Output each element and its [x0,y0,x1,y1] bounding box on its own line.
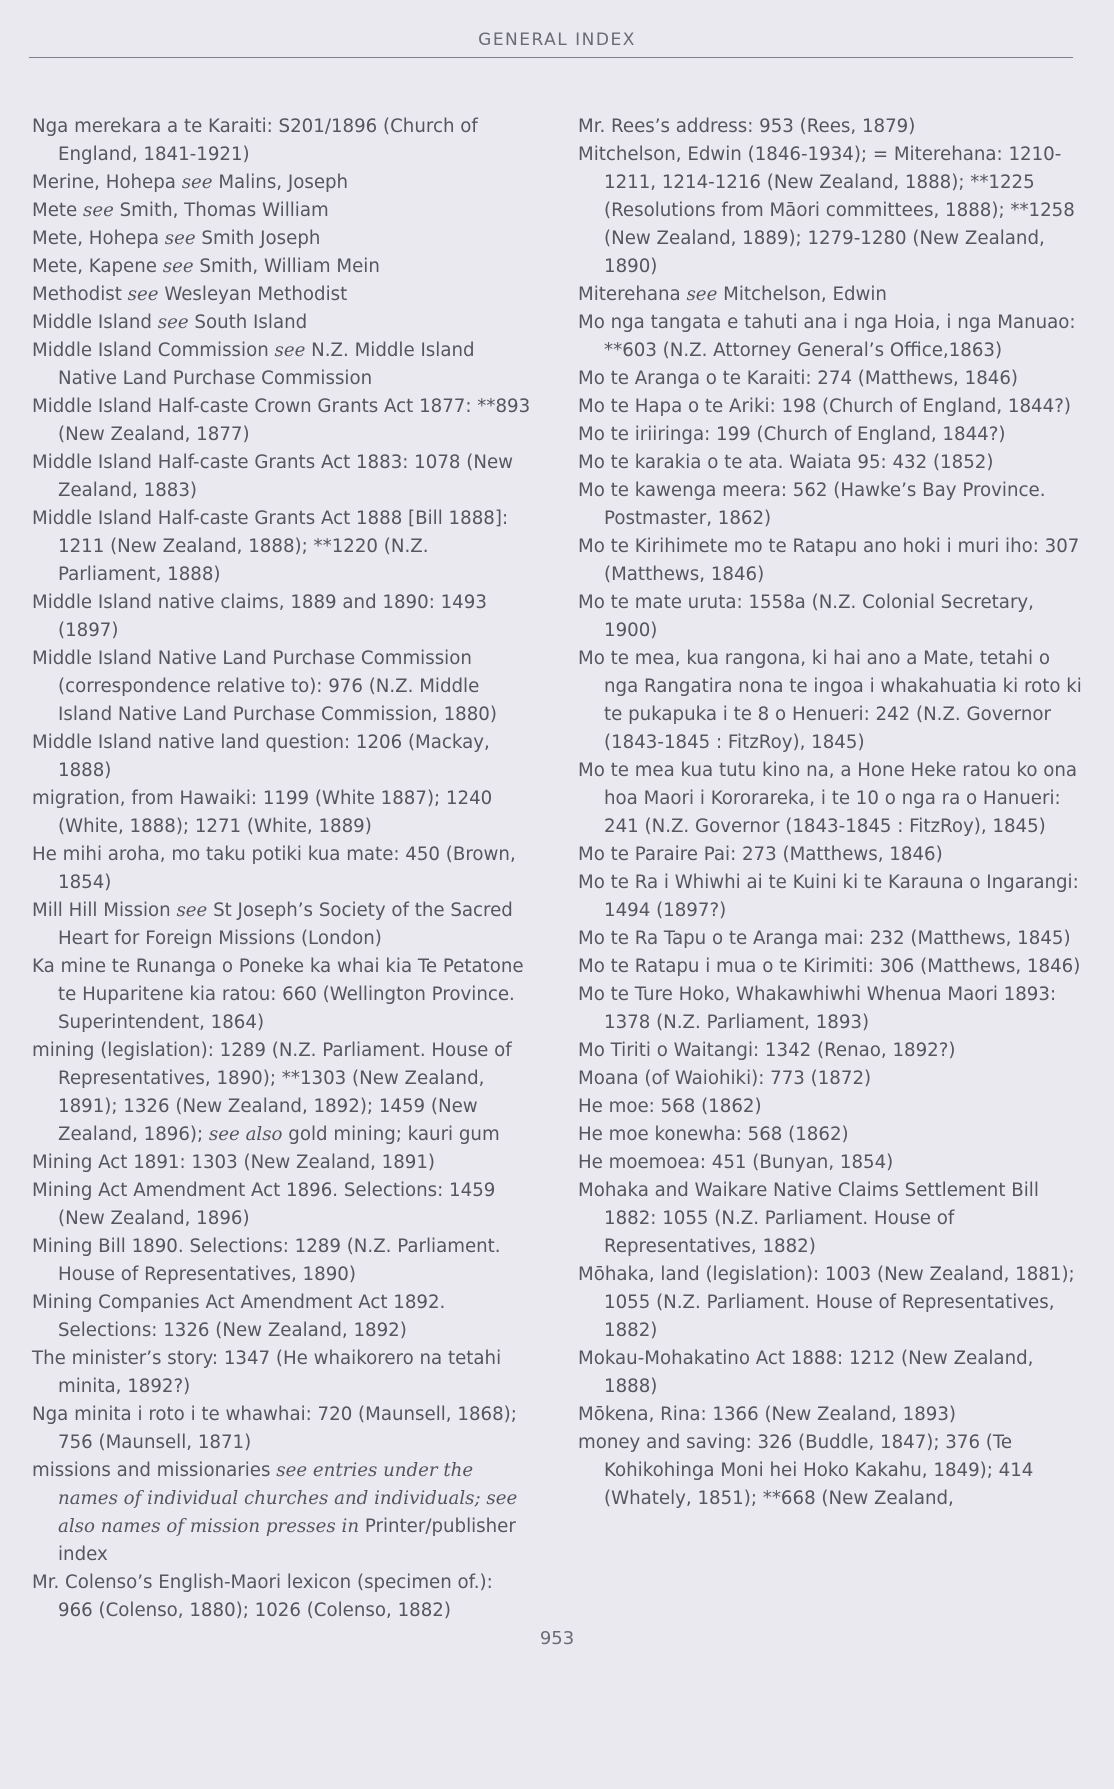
index-entry [578,1149,1084,1177]
index-entry [578,1037,1084,1065]
entry-text: Nga merekara a te Karaiti: S201/1896 (Church of England, 1841-1921) [32,116,478,165]
entry-text: Mo te mea kua tutu kino na, a Hone Heke ratou ko ona hoa Maori i Kororareka, i te 10 o nga ra o Hanueri: 241 (N.Z. Governor (1843-1845 : FitzRoy), 1845) [578,760,1078,837]
entry-text: Wesleyan Methodist [158,284,348,305]
cross-reference-text: see also [208,1124,283,1145]
index-entry [578,113,1084,141]
entry-text: Methodist [32,284,128,305]
entry-text: Mo te Aranga o te Karaiti: 274 (Matthews, 1846) [578,368,1018,389]
entry-text: gold mining; kauri gum [282,1124,500,1145]
index-entry [578,925,1084,953]
entry-text: Mo te mate uruta: 1558a (N.Z. Colonial Secretary, 1900) [578,592,1034,641]
entry-text: He moemoea: 451 (Bunyan, 1854) [578,1152,894,1173]
index-entry [578,981,1084,1037]
index-entry [32,1289,532,1345]
entry-text: Mr. Rees’s address: 953 (Rees, 1879) [578,116,916,137]
entry-text: Middle Island native claims, 1889 and 1890: 1493 (1897) [32,592,487,641]
entry-text: mining (legislation): 1289 (N.Z. Parliament. House of Representatives, 1890); **1303 (New Zealand, 1891); 1326 (New Zealand, 1892); 1459 (New Zealand, 1896); [32,1040,512,1145]
header-rule [29,57,1073,58]
index-entry [578,841,1084,869]
entry-text: Mo te mea, kua rangona, ki hai ano a Mate, tetahi o nga Rangatira nona te ingoa i whakahuatia ki roto ki te pukapuka i te 8 o Henueri: 242 (N.Z. Governor (1843-1845 : FitzRoy), 1845) [578,648,1082,753]
entry-text: Merine, Hohepa [32,172,182,193]
entry-text: Middle Island native land question: 1206 (Mackay, 1888) [32,732,490,781]
page-number: 953 [539,1628,575,1649]
index-entry [32,645,532,729]
entry-text: Smith, Thomas William [113,200,329,221]
entry-text: Mo te Ra i Whiwhi ai te Kuini ki te Karauna o Ingarangi: 1494 (1897?) [578,872,1079,921]
entry-text: Mill Hill Mission [32,900,177,921]
index-entry [32,841,532,897]
index-entry [578,869,1084,925]
entry-text: Mo te iriiringa: 199 (Church of England, 1844?) [578,424,1006,445]
entry-text: Mo te Ratapu i mua o te Kirimiti: 306 (Matthews, 1846) [578,956,1081,977]
index-entry [32,309,532,337]
entry-text: He mihi aroha, mo taku potiki kua mate: 450 (Brown, 1854) [32,844,516,893]
entry-text: Mōhaka, land (legislation): 1003 (New Zealand, 1881); 1055 (N.Z. Parliament. House of Representatives, 1882) [578,1264,1075,1341]
entry-text: He moe: 568 (1862) [578,1096,762,1117]
index-entry [32,1401,532,1457]
cross-reference-text: see [157,312,189,333]
entry-text: Mo te Ra Tapu o te Aranga mai: 232 (Matthews, 1845) [578,928,1071,949]
entry-text: Printer/publisher index [58,1516,516,1565]
running-head: GENERAL INDEX [478,30,636,50]
entry-text: Ka mine te Runanga o Poneke ka whai kia Te Petatone te Huparitene kia ratou: 660 (Wellington Province. Superintendent, 1864) [32,956,524,1033]
entry-text: South Island [188,312,308,333]
index-entry [578,365,1084,393]
cross-reference-text: see entries under the names of individual churches and individuals; see also names of mission presses in [58,1460,518,1537]
index-entry [32,785,532,841]
entry-text: Middle Island Half-caste Grants Act 1883: 1078 (New Zealand, 1883) [32,452,514,501]
index-entry [32,337,532,393]
entry-text: Mo nga tangata e tahuti ana i nga Hoia, i nga Manuao: **603 (N.Z. Attorney General’s Office,1863) [578,312,1076,361]
index-entry [578,1121,1084,1149]
index-entry [32,1457,532,1569]
cross-reference-text: see [82,200,114,221]
index-entry [578,1401,1084,1429]
index-entry [32,1037,532,1149]
entry-text: Mining Act Amendment Act 1896. Selections: 1459 (New Zealand, 1896) [32,1180,496,1229]
entry-text: N.Z. Middle Island Native Land Purchase Commission [58,340,475,389]
index-entry [32,505,532,589]
index-entry [578,1065,1084,1093]
index-entry [578,589,1084,645]
cross-reference-text: see [127,284,159,305]
index-entry [578,533,1084,589]
index-entry [32,1233,532,1289]
index-entry [578,1261,1084,1345]
entry-text: Mo te Hapa o te Ariki: 198 (Church of England, 1844?) [578,396,1071,417]
entry-text: Mete, Kapene [32,256,163,277]
index-entry [578,281,1084,309]
entry-text: Middle Island Half-caste Crown Grants Act 1877: **893 (New Zealand, 1877) [32,396,531,445]
cross-reference-text: see [176,900,208,921]
index-entry [32,253,532,281]
entry-text: The minister’s story: 1347 (He whaikorero na tetahi minita, 1892?) [32,1348,502,1397]
entry-text: Mo te Paraire Pai: 273 (Matthews, 1846) [578,844,943,865]
entry-text: money and saving: 326 (Buddle, 1847); 376 (Te Kohikohinga Moni hei Hoko Kakahu, 1849); 414 (Whately, 1851); **668 (New Zealand, [578,1432,1034,1509]
index-entry [578,477,1084,533]
entry-text: Mokau-Mohakatino Act 1888: 1212 (New Zealand, 1888) [578,1348,1034,1397]
cross-reference-text: see [181,172,213,193]
index-entry [32,953,532,1037]
index-entry [578,953,1084,981]
index-entry [32,113,532,169]
entry-text: Mo te karakia o te ata. Waiata 95: 432 (1852) [578,452,994,473]
index-entry [32,1149,532,1177]
index-entry [578,421,1084,449]
entry-text: Mo te Ture Hoko, Whakawhiwhi Whenua Maori 1893: 1378 (N.Z. Parliament, 1893) [578,984,1057,1033]
cross-reference-text: see [274,340,306,361]
entry-text: Malins, Joseph [212,172,349,193]
index-entry [32,449,532,505]
cross-reference-text: see [162,256,194,277]
left-index-column [32,113,532,1625]
index-entry [32,225,532,253]
entry-text: Mitchelson, Edwin (1846-1934); = Miterehana: 1210-1211, 1214-1216 (New Zealand, 1888); **1225 (Resolutions from Māori committees, 1888); **1258 (New Zealand, 1889); 1279-1280 (New Zealand, 1890) [578,144,1075,277]
index-entry [578,645,1084,757]
entry-text: He moe konewha: 568 (1862) [578,1124,849,1145]
entry-text: Middle Island Native Land Purchase Commission (correspondence relative to): 976 (N.Z. Middle Island Native Land Purchase Commission, 1880) [32,648,497,725]
index-entry [578,757,1084,841]
entry-text: Smith, William Mein [193,256,380,277]
index-entry [32,1177,532,1233]
entry-text: Mo te kawenga meera: 562 (Hawke’s Bay Province. Postmaster, 1862) [578,480,1046,529]
index-entry [578,393,1084,421]
entry-text: Smith Joseph [195,228,321,249]
entry-text: migration, from Hawaiki: 1199 (White 1887); 1240 (White, 1888); 1271 (White, 1889) [32,788,493,837]
entry-text: Nga minita i roto i te whawhai: 720 (Maunsell, 1868); 756 (Maunsell, 1871) [32,1404,517,1453]
index-entry [32,281,532,309]
entry-text: Mr. Colenso’s English-Maori lexicon (specimen of.): 966 (Colenso, 1880); 1026 (Colenso, 1882) [32,1572,493,1621]
index-entry [578,1429,1084,1513]
entry-text: Mining Act 1891: 1303 (New Zealand, 1891) [32,1152,436,1173]
right-index-column [578,113,1084,1513]
entry-text: Middle Island [32,312,158,333]
index-entry [32,897,532,953]
entry-text: Mōkena, Rina: 1366 (New Zealand, 1893) [578,1404,957,1425]
index-entry [578,449,1084,477]
index-entry [32,1345,532,1401]
entry-text: Mining Companies Act Amendment Act 1892. Selections: 1326 (New Zealand, 1892) [32,1292,446,1341]
entry-text: Middle Island Commission [32,340,275,361]
index-entry [578,1345,1084,1401]
entry-text: Mohaka and Waikare Native Claims Settlement Bill 1882: 1055 (N.Z. Parliament. House of Representatives, 1882) [578,1180,1039,1257]
entry-text: Middle Island Half-caste Grants Act 1888 [Bill 1888]: 1211 (New Zealand, 1888); **1220 (N.Z. Parliament, 1888) [32,508,509,585]
cross-reference-text: see [164,228,196,249]
index-entry [32,197,532,225]
index-entry [32,393,532,449]
entry-text: Moana (of Waiohiki): 773 (1872) [578,1068,872,1089]
entry-text: St Joseph’s Society of the Sacred Heart for Foreign Missions (London) [58,900,513,949]
index-entry [32,1569,532,1625]
index-entry [32,589,532,645]
entry-text: missions and missionaries [32,1460,277,1481]
entry-text: Mete [32,200,83,221]
entry-text: Mitchelson, Edwin [717,284,887,305]
entry-text: Miterehana [578,284,687,305]
index-entry [578,1177,1084,1261]
entry-text: Mete, Hohepa [32,228,165,249]
cross-reference-text: see [686,284,718,305]
entry-text: Mo Tiriti o Waitangi: 1342 (Renao, 1892?) [578,1040,956,1061]
entry-text: Mo te Kirihimete mo te Ratapu ano hoki i muri iho: 307 (Matthews, 1846) [578,536,1080,585]
index-entry [32,729,532,785]
index-entry [578,141,1084,281]
index-entry [578,1093,1084,1121]
index-entry [32,169,532,197]
entry-text: Mining Bill 1890. Selections: 1289 (N.Z. Parliament. House of Representatives, 1890) [32,1236,501,1285]
index-entry [578,309,1084,365]
